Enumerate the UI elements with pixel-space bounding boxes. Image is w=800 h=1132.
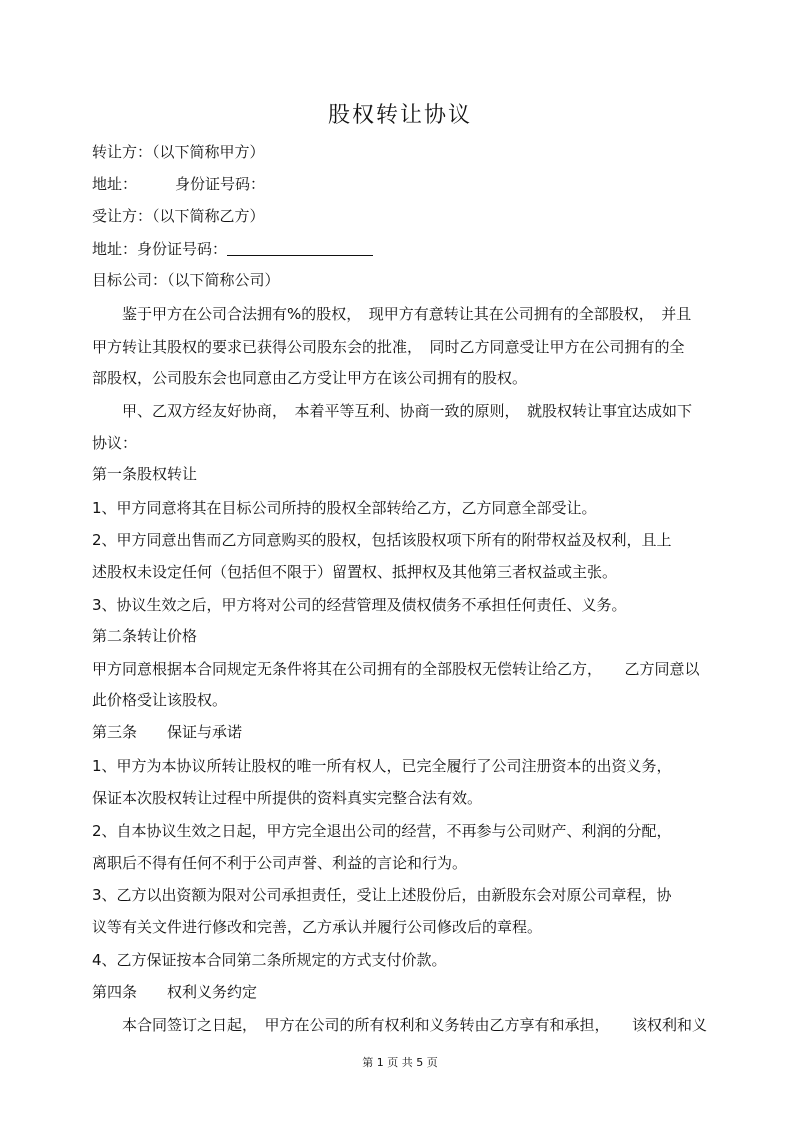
article-3-clause-3-line-2: 议等有关文件进行修改和完善，乙方承认并履行公司修改后的章程。 xyxy=(92,918,543,936)
id-number-label: 身份证号码： xyxy=(175,175,266,193)
article-3-heading: 第三条 保证与承诺 xyxy=(92,723,243,741)
transferor-line: 转让方：（以下简称甲方） xyxy=(92,143,265,161)
recital-2-line-1: 甲、乙双方经友好协商， 本着平等互利、协商一致的原则， 就股权转让事宜达成如下 xyxy=(122,402,693,420)
article-2-body-line-2: 此价格受让该股权。 xyxy=(92,691,228,709)
document-title: 股权转让协议 xyxy=(327,103,472,128)
page-number-footer: 第 1 页 共 5 页 xyxy=(362,1056,438,1069)
article-3-clause-3-line-1: 3、乙方以出资额为限对公司承担责任，受让上述股份后，由新股东会对原公司章程，协 xyxy=(92,886,672,904)
article-1-clause-2-line-2: 述股权未设定任何（包括但不限于）留置权、抵押权及其他第三者权益或主张。 xyxy=(92,563,618,581)
article-3-clause-2-line-2: 离职后不得有任何不利于公司声誉、利益的言论和行为。 xyxy=(92,854,468,872)
article-2-body-line-1: 甲方同意根据本合同规定无条件将其在公司拥有的全部股权无偿转让给乙方， 乙方同意以 xyxy=(92,660,700,678)
recital-1-line-2: 甲方转让其股权的要求已获得公司股东会的批准， 同时乙方同意受让甲方在公司拥有的全 xyxy=(92,338,685,356)
article-3-clause-4: 4、乙方保证按本合同第二条所规定的方式支付价款。 xyxy=(92,951,447,969)
article-1-clause-3: 3、协议生效之后，甲方将对公司的经营管理及债权债务不承担任何责任、义务。 xyxy=(92,596,627,614)
address-id-line-1 xyxy=(92,174,265,194)
recital-1-line-1: 鉴于甲方在公司合法拥有%的股权， 现甲方有意转让其在公司拥有的全部股权， 并且 xyxy=(122,305,692,323)
article-3-clause-1-line-1: 1、甲方为本协议所转让股权的唯一所有权人，已完全履行了公司注册资本的出资义务， xyxy=(92,757,672,775)
recital-2-line-2: 协议： xyxy=(92,434,138,452)
address-label: 地址： xyxy=(92,175,138,193)
article-1-clause-1: 1、甲方同意将其在目标公司所持的股权全部转给乙方，乙方同意全部受让。 xyxy=(92,499,597,517)
address-id-label: 地址：身份证号码： xyxy=(92,240,228,258)
article-3-clause-2-line-1: 2、自本协议生效之日起，甲方完全退出公司的经营，不再参与公司财产、利润的分配， xyxy=(92,822,672,840)
recital-1-line-3: 部股权，公司股东会也同意由乙方受让甲方在该公司拥有的股权。 xyxy=(92,369,528,387)
article-4-body-line-1: 本合同签订之日起， 甲方在公司的所有权利和义务转由乙方享有和承担， 该权利和义 xyxy=(122,1016,708,1034)
id-number-blank-line xyxy=(227,240,373,256)
article-4-heading: 第四条 权利义务约定 xyxy=(92,983,258,1001)
article-1-clause-2-line-1: 2、甲方同意出售而乙方同意购买的股权，包括该股权项下所有的附带权益及权利，且上 xyxy=(92,531,672,549)
target-company-line: 目标公司：（以下简称公司） xyxy=(92,271,280,289)
address-id-line-2 xyxy=(92,239,373,259)
article-1-heading: 第一条股权转让 xyxy=(92,465,198,483)
article-2-heading: 第二条转让价格 xyxy=(92,627,198,645)
article-3-clause-1-line-2: 保证本次股权转让过程中所提供的资料真实完整合法有效。 xyxy=(92,789,483,807)
transferee-line: 受让方：（以下简称乙方） xyxy=(92,207,265,225)
